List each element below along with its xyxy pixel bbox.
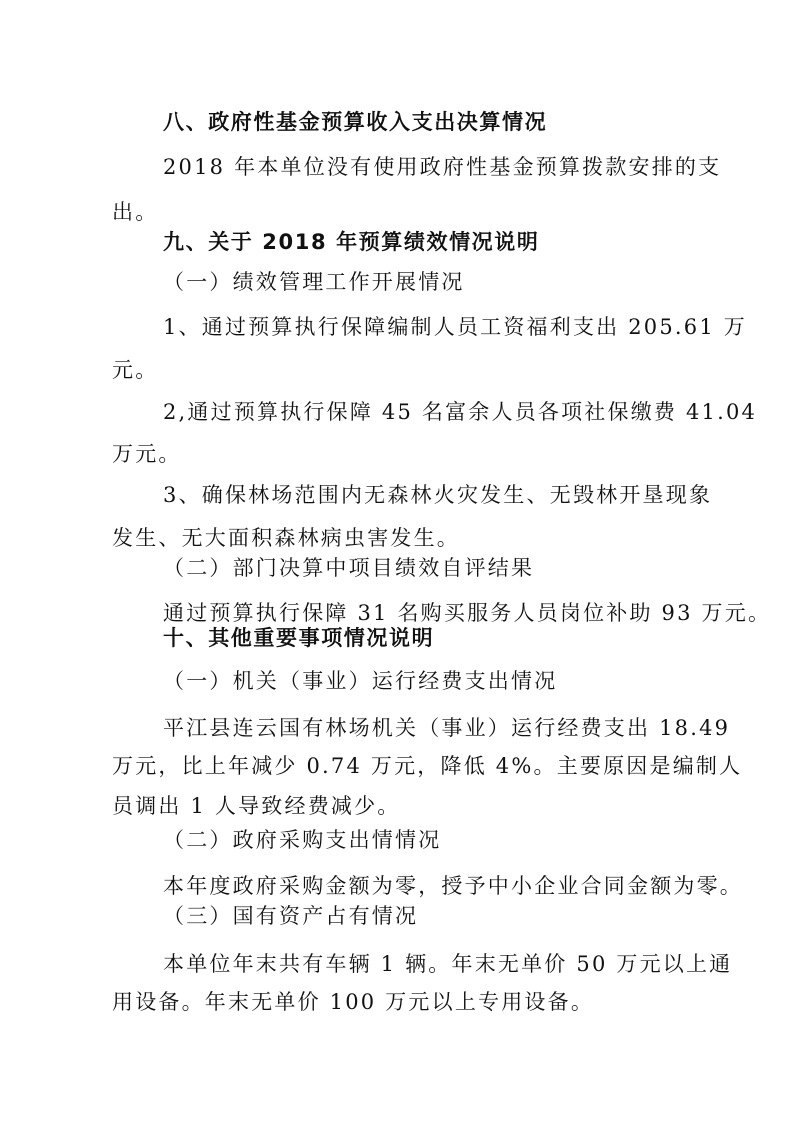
section-ten-subheading: （二）政府采购支出情情况 [163,828,442,852]
performance-item-line: 2,通过预算执行保障 45 名富余人员各项社保缴费 41.04 [163,400,758,424]
operating-expense-line: 员调出 1 人导致经费减少。 [112,794,401,818]
performance-item-line: 1、通过预算执行保障编制人员工资福利支出 205.61 万 [163,315,747,339]
self-evaluation-text: 通过预算执行保障 31 名购买服务人员岗位补助 93 万元。 [163,601,772,625]
assets-line: 本单位年末共有车辆 1 辆。年末无单价 50 万元以上通 [163,952,733,976]
assets-line: 用设备。年末无单价 100 万元以上专用设备。 [112,990,595,1014]
operating-expense-line: 平江县连云国有林场机关（事业）运行经费支出 18.49 [163,716,731,740]
section-eight-paragraph-line: 2018 年本单位没有使用政府性基金预算拨款安排的支 [163,155,722,179]
performance-item-line: 万元。 [112,442,182,466]
section-ten-heading: 十、其他重要事项情况说明 [163,626,435,650]
performance-item-line: 3、确保林场范围内无森林火灾发生、无毁林开垦现象 [163,483,713,507]
section-ten-subheading: （一）机关（事业）运行经费支出情况 [163,669,558,693]
section-ten-subheading: （三）国有资产占有情况 [163,904,419,928]
operating-expense-line: 万元，比上年减少 0.74 万元，降低 4%。主要原因是编制人 [112,754,743,778]
section-nine-heading: 九、关于 2018 年预算绩效情况说明 [163,230,540,254]
section-nine-subheading: （一）绩效管理工作开展情况 [163,270,465,294]
section-nine-subheading: （二）部门决算中项目绩效自评结果 [163,556,535,580]
section-eight-heading: 八、政府性基金预算收入支出决算情况 [163,110,548,134]
section-eight-paragraph-line: 出。 [112,200,159,224]
performance-item-line: 发生、无大面积森林病虫害发生。 [112,526,460,550]
performance-item-line: 元。 [112,358,159,382]
procurement-text: 本年度政府采购金额为零，授予中小企业合同金额为零。 [163,874,743,898]
